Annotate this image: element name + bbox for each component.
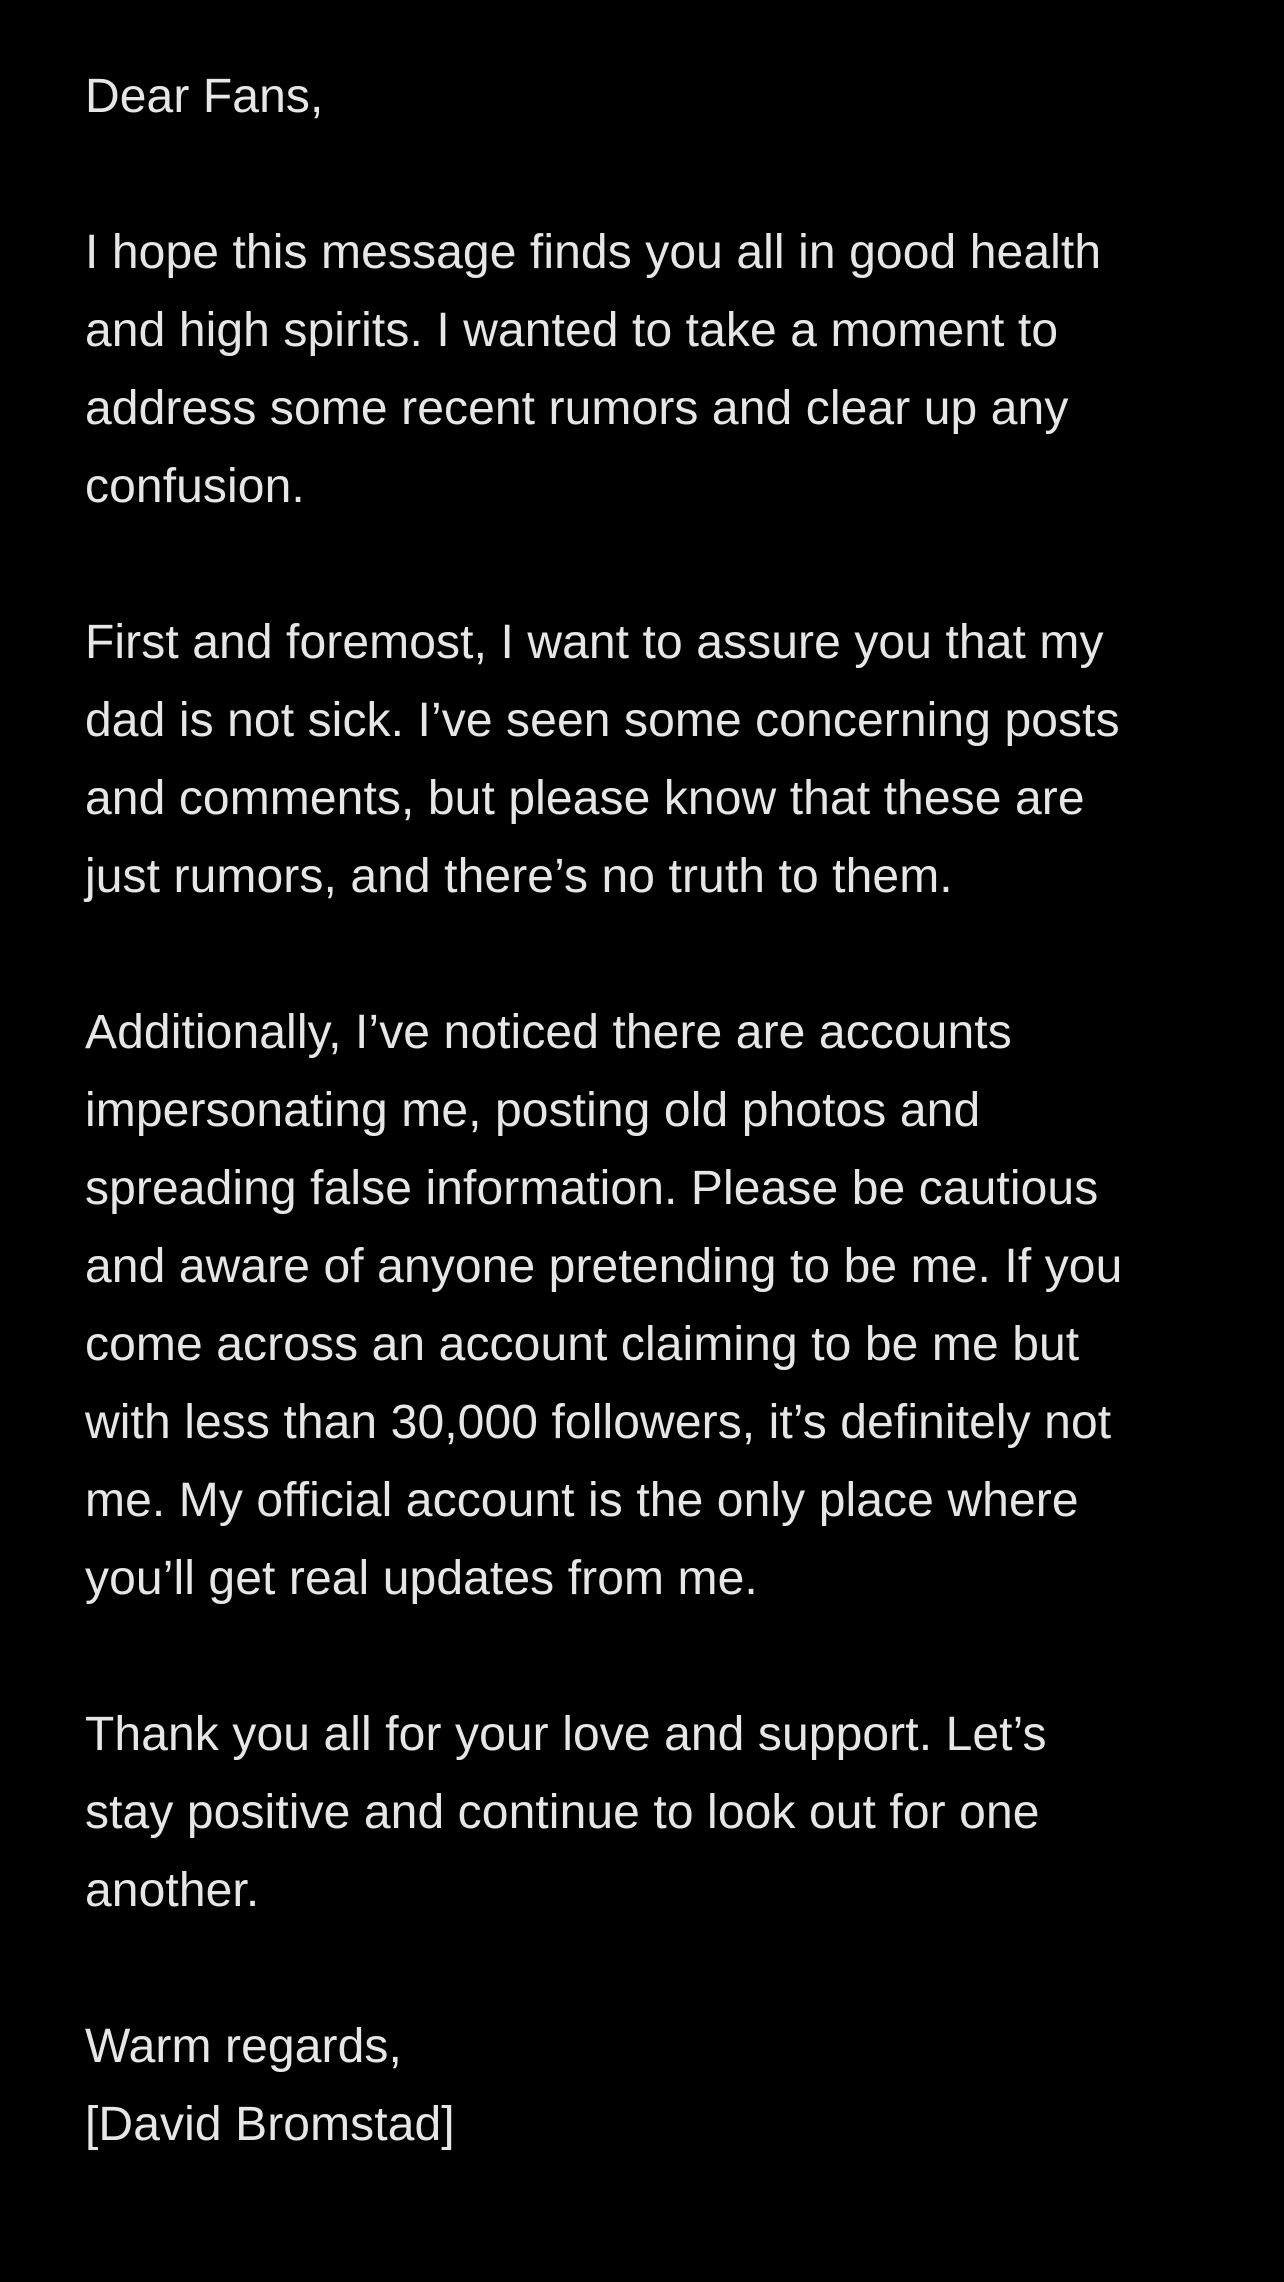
text-line: spreading false information. Please be cautious bbox=[85, 1162, 1099, 1215]
text-line: dad is not sick. I’ve seen some concerning posts bbox=[85, 694, 1120, 747]
text-line: address some recent rumors and clear up any bbox=[85, 382, 1069, 435]
signature-line: [David Bromstad] bbox=[85, 2098, 455, 2151]
text-line: impersonating me, posting old photos and bbox=[85, 1084, 981, 1137]
paragraph-rumors-intro bbox=[85, 214, 1215, 526]
text-line: just rumors, and there’s no truth to them. bbox=[85, 850, 953, 903]
paragraph-impersonation bbox=[85, 994, 1215, 1618]
closing-line: Warm regards, bbox=[85, 2020, 402, 2073]
text-line: and high spirits. I wanted to take a moment to bbox=[85, 304, 1059, 357]
text-line: another. bbox=[85, 1864, 260, 1917]
text-line: First and foremost, I want to assure you that my bbox=[85, 616, 1104, 669]
sign-off bbox=[85, 2008, 1215, 2164]
text-line: come across an account claiming to be me but bbox=[85, 1318, 1080, 1371]
text-line: and comments, but please know that these are bbox=[85, 772, 1085, 825]
text-line: me. My official account is the only place where bbox=[85, 1474, 1079, 1527]
text-line: and aware of anyone pretending to be me. If you bbox=[85, 1240, 1123, 1293]
text-line: you’ll get real updates from me. bbox=[85, 1552, 758, 1605]
note-body bbox=[85, 58, 1215, 2164]
text-line: Thank you all for your love and support. Let’s bbox=[85, 1708, 1047, 1761]
text-line: confusion. bbox=[85, 460, 305, 513]
greeting-line: Dear Fans, bbox=[85, 70, 324, 123]
paragraph-dad-not-sick bbox=[85, 604, 1215, 916]
text-line: Additionally, I’ve noticed there are accounts bbox=[85, 1006, 1012, 1059]
text-line: I hope this message finds you all in good health bbox=[85, 226, 1102, 279]
greeting bbox=[85, 58, 1215, 136]
paragraph-thanks bbox=[85, 1696, 1215, 1930]
text-line: with less than 30,000 followers, it’s definitely not bbox=[85, 1396, 1112, 1449]
text-line: stay positive and continue to look out for one bbox=[85, 1786, 1040, 1839]
